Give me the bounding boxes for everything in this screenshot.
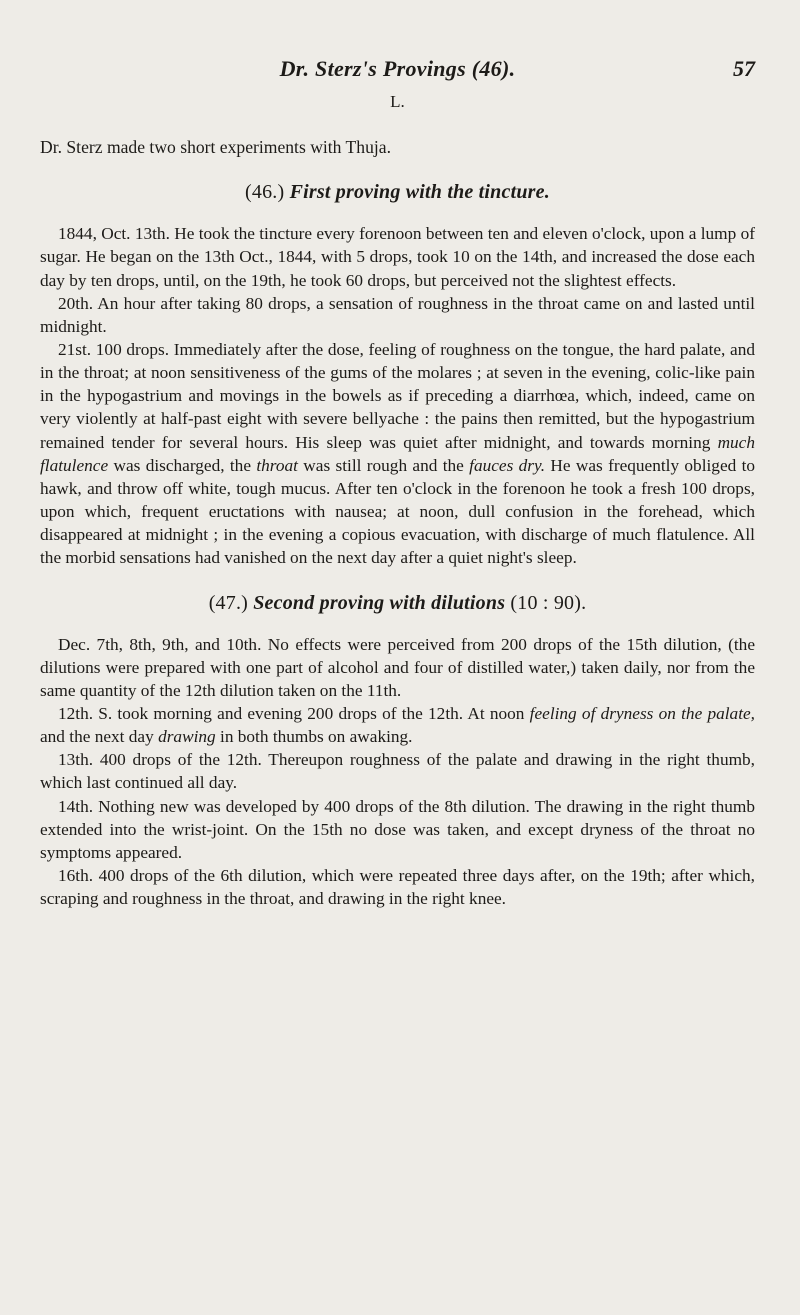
paragraph-dec-7th: Dec. 7th, 8th, 9th, and 10th. No effects were perceived from 200 drops of the 15th dilution, (the dilutions were prepared with one part of alcohol and four of distilled water,) taken daily, nor from the same quantity of the 12th dilution taken on the 11th. xyxy=(40,634,755,700)
text-run: and the next day xyxy=(40,727,154,747)
paragraph-oct-13: 1844, Oct. 13th. He took the tincture every forenoon between ten and eleven o'clock, upon a lump of sugar. He began on the 13th Oct., 1844, with 5 drops, took 10 on the 14th, and increased the dose each day by ten drops, until, on the 19th, he took 60 drops, but perceived not the slightest effects. xyxy=(40,224,755,290)
emphasis-run: feeling of dryness on the palate, xyxy=(529,704,755,724)
proving-46-title: First proving with the tincture. xyxy=(289,181,550,204)
text-run: He was frequently obliged to hawk, and throw off white, tough mucus. After ten o'clock in the forenoon he took a fresh 100 drops, upon which, frequent eructations with nausea; at noon, dull confusion in the forehead, which disappeared at midnight ; in the evening a copious evacuation, with discharge of much flatulence. All the morbid sensations had vanished on the next day after a quiet night's sleep. xyxy=(40,455,756,568)
intro-paragraph: Dr. Sterz made two short experiments with Thuja. xyxy=(40,137,391,157)
emphasis-run: fauces dry. xyxy=(469,455,546,475)
proving-47-title: Second proving with dilutions xyxy=(253,591,506,614)
paragraph-12th xyxy=(40,702,755,748)
running-title: Dr. Sterz's Provings (46). xyxy=(279,56,516,81)
paragraph-14th: 14th. Nothing new was developed by 400 drops of the 8th dilution. The drawing in the right thumb extended into the wrist-joint. On the 15th no dose was taken, and except dryness of the throat no symptoms appeared. xyxy=(40,796,755,862)
paragraph-13th: 13th. 400 drops of the 12th. Thereupon roughness of the palate and drawing in the right thumb, which last continued all day. xyxy=(40,750,755,793)
section-letter: L. xyxy=(390,92,405,111)
paragraph-21st xyxy=(40,338,755,570)
text-run: was discharged, the xyxy=(113,455,251,475)
proving-46-heading xyxy=(40,181,755,204)
proving-47-number: (47.) xyxy=(208,591,249,614)
emphasis-run: drawing xyxy=(158,727,216,747)
text-run: 12th. S. took morning and evening 200 drops of the 12th. At noon xyxy=(58,704,525,724)
text-run: 21st. 100 drops. Immediately after the dose, feeling of roughness on the tongue, the hard palate, and in the throat; at noon sensitiveness of the gums of the molares ; at seven in the evening, colic-like pain in the hypogastrium and movings in the bowels as if preceding a diarrhœa, which, indeed, came on very violently at half-past eight with severe bellyache : the pains then remitted, but the hypogastrium remained tender for several hours. His sleep was quiet after midnight, and towards morning xyxy=(40,339,755,452)
page-number: 57 xyxy=(733,56,755,81)
text-run: was still rough and the xyxy=(303,455,464,475)
paragraph-20th: 20th. An hour after taking 80 drops, a sensation of roughness in the throat came on and lasted until midnight. xyxy=(40,293,755,336)
proving-46-number: (46.) xyxy=(245,181,285,204)
proving-47-ratio: (10 : 90). xyxy=(510,591,587,614)
emphasis-run: much flatulence xyxy=(40,432,755,475)
running-header xyxy=(40,56,755,90)
proving-47-heading xyxy=(40,592,755,615)
paragraph-16th: 16th. 400 drops of the 6th dilution, which were repeated three days after, on the 19th; after which, scraping and roughness in the throat, and drawing in the right knee. xyxy=(40,866,755,909)
emphasis-run: throat xyxy=(256,455,298,475)
text-run: in both thumbs on awaking. xyxy=(220,727,413,747)
